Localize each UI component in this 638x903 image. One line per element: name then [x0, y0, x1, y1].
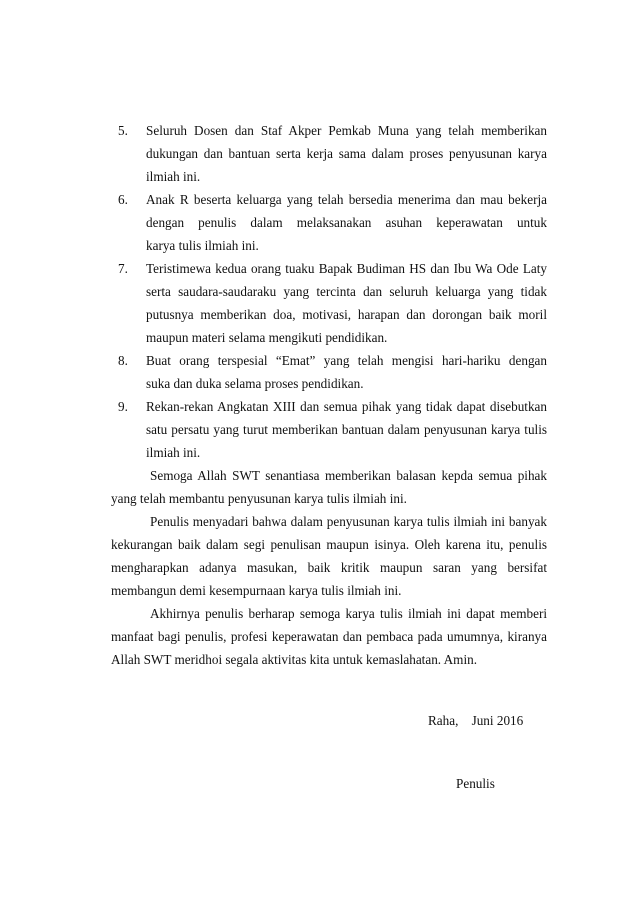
list-item-line: serta saudara-saudaraku yang tercinta dan seluruh keluarga yang tidak: [146, 284, 547, 299]
list-item-line: Rekan-rekan Angkatan XIII dan semua pihak yang tidak dapat disebutkan: [146, 399, 547, 414]
paragraph-line: yang telah membantu penyusunan karya tulis ilmiah ini.: [111, 491, 407, 506]
place-date: Raha, Juni 2016: [428, 713, 524, 728]
paragraph-line: Allah SWT meridhoi segala aktivitas kita untuk kemaslahatan. Amin.: [111, 652, 477, 667]
paragraph-line: membangun demi kesempurnaan karya tulis ilmiah ini.: [111, 583, 402, 598]
list-number: 8.: [118, 353, 128, 368]
list-item-line: dukungan dan bantuan serta kerja sama dalam proses penyusunan karya: [146, 146, 547, 161]
list-item-line: dengan penulis dalam melaksanakan asuhan keperawatan untuk: [146, 215, 547, 230]
list-number: 5.: [118, 123, 128, 138]
paragraph-line: Penulis menyadari bahwa dalam penyusunan karya tulis ilmiah ini banyak: [150, 514, 547, 529]
list-item-line: Teristimewa kedua orang tuaku Bapak Budiman HS dan Ibu Wa Ode Laty: [146, 261, 547, 276]
list-item-line: satu persatu yang turut memberikan bantuan dalam penyusunan karya tulis: [146, 422, 547, 437]
signature-author: Penulis: [456, 776, 495, 791]
paragraph-line: Akhirnya penulis berharap semoga karya tulis ilmiah ini dapat memberi: [150, 606, 547, 621]
list-item-line: karya tulis ilmiah ini.: [146, 238, 259, 253]
list-item-line: ilmiah ini.: [146, 169, 201, 184]
list-item-line: Seluruh Dosen dan Staf Akper Pemkab Muna yang telah memberikan: [146, 123, 547, 138]
list-number: 9.: [118, 399, 128, 414]
list-item-line: maupun materi selama mengikuti pendidikan.: [146, 330, 388, 345]
paragraph-line: kekurangan baik dalam segi penulisan maupun isinya. Oleh karena itu, penulis: [111, 537, 547, 552]
list-item-line: suka dan duka selama proses pendidikan.: [146, 376, 364, 391]
list-item-line: putusnya memberikan doa, motivasi, harapan dan dorongan baik moril: [146, 307, 547, 322]
list-number: 6.: [118, 192, 128, 207]
list-item-line: Anak R beserta keluarga yang telah bersedia menerima dan mau bekerja: [146, 192, 547, 207]
list-number: 7.: [118, 261, 128, 276]
paragraph-line: mengharapkan adanya masukan, baik kritik maupun saran yang bersifat: [111, 560, 547, 575]
paragraph-line: Semoga Allah SWT senantiasa memberikan balasan kepda semua pihak: [150, 468, 547, 483]
paragraph-line: manfaat bagi penulis, profesi keperawatan dan pembaca pada umumnya, kiranya: [111, 629, 547, 644]
list-item-line: ilmiah ini.: [146, 445, 201, 460]
list-item-line: Buat orang terspesial “Emat” yang telah mengisi hari-hariku dengan: [146, 353, 547, 368]
